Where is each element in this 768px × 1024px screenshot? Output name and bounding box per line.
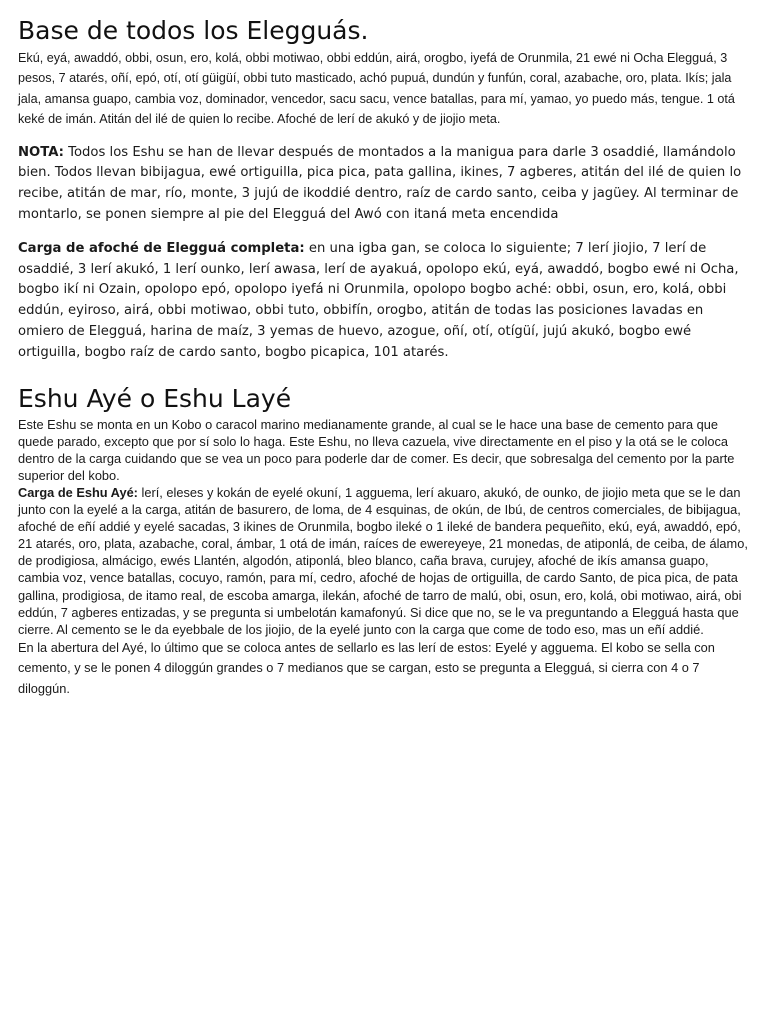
carga-eshu-aye-text: lerí, eleses y kokán de eyelé okuní, 1 agguema, lerí akuaro, akukó, de ounko, de jiojio meta que se le dan junto con la eyelé a la carga, atitán de basurero, de loma, de 4 esquinas, de okún, de Ibú, de centros comerciales, de bibijagua, afoché de eñí addié y eyelé sacadas, 3 ikines de Orunmila, bogbo ileké o 1 ileké de bandera pequeñito, ekú, eyá, awaddó, epó, 21 atarés, oro, plata, azabache, coral, ámbar, 1 otá de imán, raíces de ewereyeye, 21 monedas, de atiponlá, de ceiba, de álamo, de prodigiosa, almácigo, ewés Llantén, algodón, atiponlá, bleo blanco, caña brava, curujey, afoché de ikís amansa guapo, cambia voz, vence batallas, cocuyo, ramón, para mí, cedro, afoché de hojas de ortiguilla, de cardo Santo, de pica pica, de pata gallina, prodigiosa, de itamo real, de escoba amarga, ilekán, afoché de tarro de malú, obi, osun, ero, kolá, obi motiwao, airá, obi eddún, 7 agberes entizadas, y se pregunta si umbelotán kamafonyú. Si dice que no, se le va preguntando a Elegguá hasta que cierre. Al cemento se le da eyebbale de los jiojio, de la eyelé junto con la carga que come de todo eso, mas un eñí addié. <box>18 484 748 637</box>
carga-eshu-aye-label: Carga de Eshu Ayé: <box>18 484 138 500</box>
nota-text: Todos los Eshu se han de llevar después de montados a la manigua para darle 3 osaddié, llamándolo bien. Todos llevan bibijagua, ewé ortiguilla, pica pica, pata gallina, ikines, 7 agberes, atitán del ilé de quien lo recibe, atitán de mar, río, monte, 3 jujú de ikoddié dentro, raíz de cardo santo, ceiba y jagüey. Al terminar de montarlo, se ponen siempre al pie del Elegguá del Awó con itaná meta encendida <box>18 144 742 223</box>
eshu-aye-description-paragraph: Este Eshu se monta en un Kobo o caracol marino medianamente grande, al cual se le hace una base de cemento para que quede parado, excepto que por sí solo lo haga. Este Eshu, no lleva cazuela, vive directamente en el piso y la otá se le coloca dentro de la carga cuidando que se vea un poco para poderle dar de comer. Es decir, que sobresalga del cemento por la parte superior del kobo. <box>18 416 735 483</box>
carga-afoche-paragraph <box>18 239 752 364</box>
document-page <box>18 14 752 699</box>
nota-label: NOTA: <box>18 144 64 160</box>
nota-paragraph <box>18 143 752 226</box>
carga-afoche-text: en una igba gan, se coloca lo siguiente; 7 lerí jiojio, 7 lerí de osaddié, 3 lerí akukó, 1 lerí ounko, lerí awasa, lerí de ayakuá, opolopo ekú, eyá, awaddó, bogbo ewé ni Ocha, bogbo ikí ni Ozain, opolopo epó, opolopo iyefá ni Orunmila, opolopo bogbo aché: obbi, osun, ero, kolá, obbi eddún, eyiroso, airá, obbi motiwao, obbi tuto, obbifín, orogbo, atitán de todas las posiciones lavadas en omiero de Elegguá, harina de maíz, 3 yemas de huevo, azogue, oñí, otí, otígüí, jujú akukó, bogbo ewé ortiguilla, bogbo raíz de cardo santo, bogbo picapica, 101 atarés. <box>18 240 739 360</box>
carga-afoche-label: Carga de afoché de Elegguá completa: <box>18 240 305 256</box>
base-ingredients-paragraph: Ekú, eyá, awaddó, obbi, osun, ero, kolá, obbi motiwao, obbi eddún, airá, orogbo, iyefá de Orunmila, 21 ewé ni Ocha Elegguá, 3 pesos, 7 atarés, oñí, epó, otí, otí güigüí, obbi tuto masticado, achó pupuá, dundún y funfún, coral, azabache, oro, plata. Ikís; jala jala, amansa guapo, cambia voz, dominador, vencedor, sacu sacu, vence batallas, para mí, yamao, yo puedo más, tengue. 1 otá keké de imán. Atitán del ilé de quien lo recibe. Afoché de lerí de akukó y de jiojio meta. <box>18 51 735 127</box>
carga-eshu-aye-paragraph <box>18 484 752 638</box>
section-title-eshu-aye: Eshu Ayé o Eshu Layé <box>18 383 292 413</box>
abertura-aye-paragraph: En la abertura del Ayé, lo último que se coloca antes de sellarlo es las lerí de estos: Eyelé y agguema. El kobo se sella con cemento, y se le ponen 4 diloggún grandes o 7 medianos que se cargan, esto se pregunta a Elegguá, si cierra con 4 o 7 diloggún. <box>18 639 715 696</box>
section-title-base-elegguas: Base de todos los Elegguás. <box>18 16 369 45</box>
